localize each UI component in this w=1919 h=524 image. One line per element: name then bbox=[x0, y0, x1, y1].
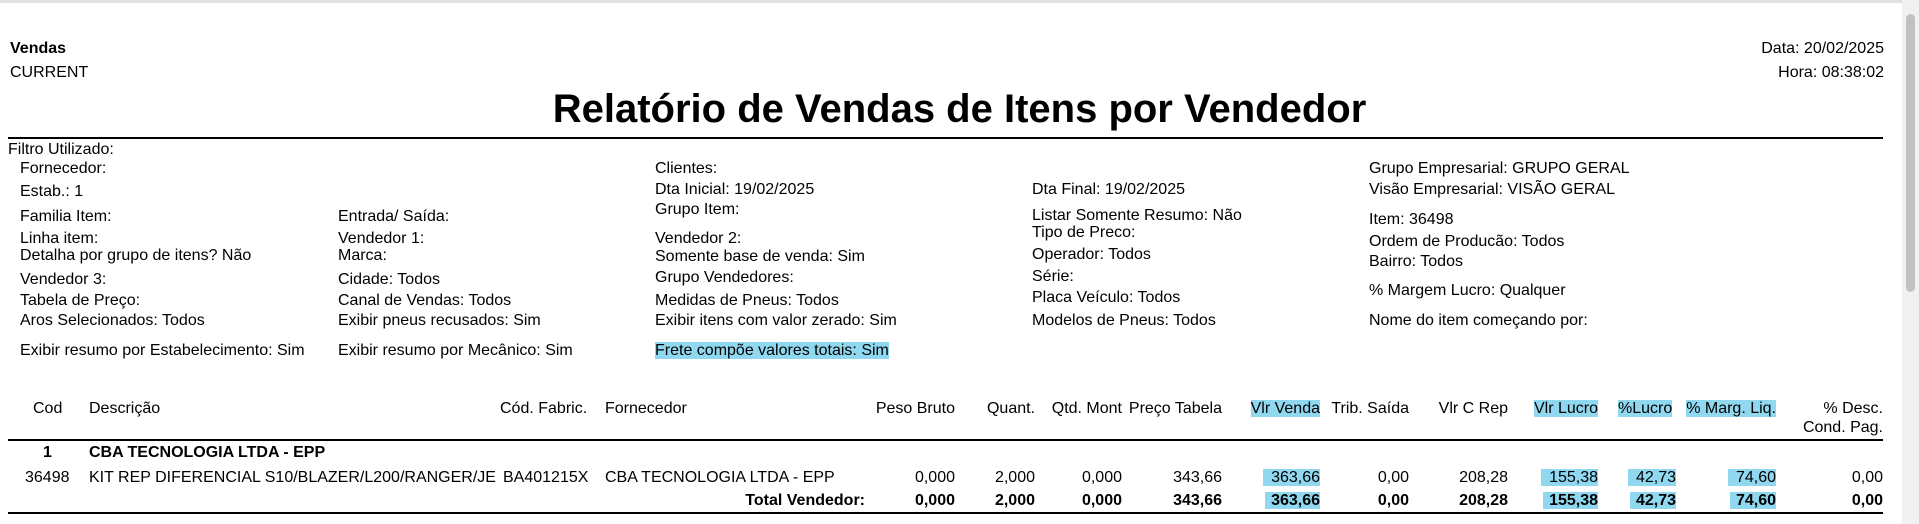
filter-estab: Estab.: 1 bbox=[20, 183, 84, 200]
row-vlr-venda-text: 363,66 bbox=[1263, 469, 1320, 486]
row-qtd-mont: 0,000 bbox=[1081, 469, 1122, 486]
filter-canal-vendas: Canal de Vendas: Todos bbox=[338, 292, 512, 309]
col-pct-marg-liq bbox=[1686, 400, 1776, 418]
row-vlr-lucro-text: 155,38 bbox=[1541, 469, 1598, 486]
filter-clientes: Clientes: bbox=[655, 160, 718, 177]
col-pct-lucro bbox=[1618, 400, 1672, 418]
filter-pneus-recusados: Exibir pneus recusados: Sim bbox=[338, 312, 541, 329]
col-vlr-venda bbox=[1251, 400, 1320, 418]
total-label: Total Vendedor: bbox=[745, 492, 865, 509]
filter-serie: Série: bbox=[1032, 268, 1074, 285]
total-vlr-venda-text: 363,66 bbox=[1265, 492, 1320, 509]
title-divider bbox=[8, 137, 1883, 139]
filter-tipo-preco: Tipo de Preco: bbox=[1032, 224, 1136, 241]
filter-base-venda: Somente base de venda: Sim bbox=[655, 248, 865, 265]
col-preco-tabela: Preço Tabela bbox=[1128, 400, 1222, 417]
total-vlr-lucro bbox=[1543, 492, 1598, 510]
group-name: CBA TECNOLOGIA LTDA - EPP bbox=[89, 444, 326, 461]
total-pct-marg-liq-text: 74,60 bbox=[1730, 492, 1776, 509]
scrollbar-thumb[interactable] bbox=[1906, 14, 1915, 292]
group-number: 1 bbox=[43, 444, 52, 461]
total-qtd-mont: 0,000 bbox=[1081, 492, 1122, 509]
filter-grupo-vendedores: Grupo Vendedores: bbox=[655, 269, 794, 286]
total-vlr-c-rep: 208,28 bbox=[1459, 492, 1508, 509]
col-vlr-lucro-text: Vlr Lucro bbox=[1533, 400, 1598, 417]
col-trib-saida: Trib. Saída bbox=[1331, 400, 1409, 417]
filter-frete-text: Frete compõe valores totais: Sim bbox=[655, 342, 889, 359]
filter-heading: Filtro Utilizado: bbox=[8, 141, 114, 158]
filter-modelos-pneus: Modelos de Pneus: Todos bbox=[1032, 312, 1216, 329]
row-vlr-c-rep: 208,28 bbox=[1459, 469, 1508, 486]
filter-fornecedor: Fornecedor: bbox=[20, 160, 107, 177]
col-descricao: Descrição bbox=[89, 400, 161, 417]
filter-tabela-preco: Tabela de Preço: bbox=[20, 292, 141, 309]
filter-nome-item: Nome do item começando por: bbox=[1369, 312, 1588, 329]
filter-detalha-grupo: Detalha por grupo de itens? Não bbox=[20, 247, 252, 264]
filter-grupo-item: Grupo Item: bbox=[655, 201, 740, 218]
col-vlr-lucro bbox=[1534, 400, 1598, 418]
filter-vendedor3: Vendedor 3: bbox=[20, 271, 107, 288]
col-fornecedor: Fornecedor bbox=[605, 400, 687, 417]
filter-cidade: Cidade: Todos bbox=[338, 271, 440, 288]
total-divider bbox=[8, 512, 1883, 514]
row-pct-marg-liq bbox=[1728, 469, 1776, 487]
total-vlr-lucro-text: 155,38 bbox=[1543, 492, 1598, 509]
filter-familia-item: Familia Item: bbox=[20, 208, 112, 225]
window-top-border bbox=[0, 0, 1919, 3]
row-vlr-lucro bbox=[1541, 469, 1598, 487]
col-vlr-c-rep: Vlr C Rep bbox=[1438, 400, 1508, 417]
filter-listar-resumo: Listar Somente Resumo: Não bbox=[1032, 207, 1242, 224]
vertical-scrollbar[interactable] bbox=[1902, 0, 1919, 524]
filter-margem-lucro: % Margem Lucro: Qualquer bbox=[1369, 282, 1566, 299]
report-time: Hora: 08:38:02 bbox=[1778, 64, 1884, 81]
total-vlr-venda bbox=[1265, 492, 1320, 510]
row-preco-tabela: 343,66 bbox=[1173, 469, 1222, 486]
filter-bairro: Bairro: Todos bbox=[1369, 253, 1463, 270]
filter-dta-final: Dta Final: 19/02/2025 bbox=[1032, 181, 1185, 198]
filter-linha-item: Linha item: bbox=[20, 230, 99, 247]
total-preco-tabela: 343,66 bbox=[1173, 492, 1222, 509]
report-module: Vendas bbox=[10, 40, 67, 57]
row-descricao: KIT REP DIFERENCIAL S10/BLAZER/L200/RANGER/JE bbox=[89, 469, 496, 486]
filter-visao-empresarial: Visão Empresarial: VISÃO GERAL bbox=[1369, 181, 1616, 198]
col-quant: Quant. bbox=[986, 400, 1035, 417]
col-cod-fabric: Cód. Fabric. bbox=[500, 400, 588, 417]
total-trib-saida: 0,00 bbox=[1377, 492, 1409, 509]
row-trib-saida: 0,00 bbox=[1377, 469, 1409, 486]
row-fornecedor: CBA TECNOLOGIA LTDA - EPP bbox=[605, 469, 835, 486]
col-pct-desc: % Desc. bbox=[1823, 400, 1883, 417]
page-title: Relatório de Vendas de Itens por Vendedor bbox=[552, 87, 1367, 131]
filter-placa-veiculo: Placa Veículo: Todos bbox=[1032, 289, 1181, 306]
filter-vendedor1: Vendedor 1: bbox=[338, 230, 425, 247]
total-pct-lucro-text: 42,73 bbox=[1630, 492, 1676, 509]
row-cod: 36498 bbox=[25, 469, 70, 486]
filter-itens-zerado: Exibir itens com valor zerado: Sim bbox=[655, 312, 897, 329]
row-peso-bruto: 0,000 bbox=[914, 469, 955, 486]
col-peso-bruto: Peso Bruto bbox=[875, 400, 955, 417]
report-company: CURRENT bbox=[10, 64, 89, 81]
total-pct-lucro bbox=[1630, 492, 1676, 510]
filter-frete bbox=[655, 342, 889, 360]
col-pct-lucro-text: %Lucro bbox=[1618, 400, 1673, 417]
header-divider bbox=[8, 439, 1883, 441]
col-vlr-venda-text: Vlr Venda bbox=[1250, 400, 1320, 417]
report-date: Data: 20/02/2025 bbox=[1761, 40, 1884, 57]
total-pct-desc: 0,00 bbox=[1851, 492, 1883, 509]
filter-grupo-empresarial: Grupo Empresarial: GRUPO GERAL bbox=[1369, 160, 1630, 177]
col-cod: Cod bbox=[33, 400, 63, 417]
filter-dta-inicial: Dta Inicial: 19/02/2025 bbox=[655, 181, 815, 198]
filter-vendedor2: Vendedor 2: bbox=[655, 230, 742, 247]
row-pct-marg-liq-text: 74,60 bbox=[1728, 469, 1776, 486]
col-pct-marg-liq-text: % Marg. Liq. bbox=[1686, 400, 1776, 417]
filter-entrada-saida: Entrada/ Saída: bbox=[338, 208, 450, 225]
row-quant: 2,000 bbox=[994, 469, 1035, 486]
total-pct-marg-liq bbox=[1730, 492, 1776, 510]
filter-aros: Aros Selecionados: Todos bbox=[20, 312, 205, 329]
row-pct-desc: 0,00 bbox=[1851, 469, 1883, 486]
row-cod-fabric: BA401215X bbox=[503, 469, 589, 486]
col-qtd-mont: Qtd. Mont bbox=[1051, 400, 1122, 417]
row-vlr-venda bbox=[1263, 469, 1320, 487]
filter-item: Item: 36498 bbox=[1369, 211, 1454, 228]
total-quant: 2,000 bbox=[994, 492, 1035, 509]
filter-marca: Marca: bbox=[338, 247, 387, 264]
filter-resumo-mecanico: Exibir resumo por Mecânico: Sim bbox=[338, 342, 573, 359]
filter-medidas-pneus: Medidas de Pneus: Todos bbox=[655, 292, 839, 309]
filter-resumo-estab: Exibir resumo por Estabelecimento: Sim bbox=[20, 342, 305, 359]
filter-ordem-producao: Ordem de Producão: Todos bbox=[1369, 233, 1565, 250]
row-pct-lucro bbox=[1628, 469, 1676, 487]
col-cond-pag: Cond. Pag. bbox=[1802, 419, 1883, 436]
total-peso-bruto: 0,000 bbox=[914, 492, 955, 509]
row-pct-lucro-text: 42,73 bbox=[1628, 469, 1676, 486]
filter-operador: Operador: Todos bbox=[1032, 246, 1151, 263]
